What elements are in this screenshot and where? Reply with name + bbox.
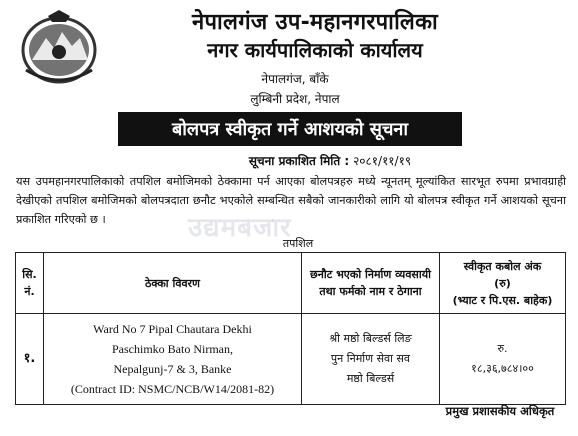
bidder-line: पुन निर्माण सेवा सव <box>330 352 411 365</box>
signing-authority: प्रमुख प्रशासकीय अधिकृत <box>445 404 555 418</box>
published-date-line <box>180 152 480 169</box>
bidder-line: मष्ठो बिल्डर्स <box>346 372 395 385</box>
published-label: सूचना प्रकाशित मिति : <box>248 154 350 168</box>
description-line: Ward No 7 Pipal Chautara Dekhi <box>93 322 252 336</box>
bidder-line: श्री मष्ठो बिल्डर्स लिङ <box>329 332 412 345</box>
amount-value: १८,३६,७८४।०० <box>471 362 534 375</box>
row-amount <box>440 314 566 405</box>
address-province: लुम्बिनी प्रदेश, नेपाल <box>250 92 340 106</box>
header-description: ठेक्का विवरण <box>44 253 302 314</box>
table-header-row <box>16 253 566 314</box>
office-name: नगर कार्यपालिकाको कार्यालय <box>207 38 423 62</box>
header-amount <box>440 253 566 314</box>
notice-title: बोलपत्र स्वीकृत गर्ने आशयको सूचना <box>171 119 409 140</box>
header-bidder: छनौट भएको निर्माण व्यवसायी तथा फर्मको नाम र ठेगाना <box>302 253 440 314</box>
notice-body: यस उपमहानगरपालिकाको तपशिल बमोजिमको ठेक्कामा पर्न आएका बोलपत्रहरु मध्ये न्यूनतम् मूल्यांकित सारभूत रुपमा प्रभावग्राही देखीएको तपशिल बमोजिमको बोलपत्रदाता छनौट भएकोले सम्बन्धित सबैको जानकारीको लागि यो बोलपत्र स्वीकृत गर्ने आशयको सूचना प्रकाशित गरिएको छ । <box>16 175 566 226</box>
table-row <box>16 314 566 405</box>
header-amount-line2: (रु) <box>494 276 511 290</box>
municipality-emblem-icon <box>18 8 100 86</box>
address-city: नेपालगंज, बाँके <box>261 72 329 86</box>
org-name: नेपालगंज उप-महानगरपालिका <box>191 10 438 35</box>
row-description <box>44 314 302 405</box>
header-amount-line1: स्वीकृत कबोल अंक <box>463 259 542 273</box>
header-sn: सि. नं. <box>16 253 44 314</box>
description-line: Nepalgunj-7 & 3, Banke <box>113 362 232 376</box>
row-bidder <box>302 314 440 405</box>
amount-label: रु. <box>497 342 508 355</box>
description-line: Paschimko Bato Nirman, <box>112 342 233 356</box>
notice-title-banner <box>118 112 462 146</box>
row-sn: १. <box>16 314 44 405</box>
tender-table <box>15 252 566 405</box>
watermark-text: उद्यमबजार <box>188 213 292 243</box>
published-date: २०८१/११/१९ <box>353 154 412 168</box>
header-amount-line3: (भ्याट र पि.एस. बाहेक) <box>452 293 553 307</box>
schedule-label: तपशिल <box>282 237 314 250</box>
description-line: (Contract ID: NSMC/NCB/W14/2081-82) <box>70 382 275 396</box>
